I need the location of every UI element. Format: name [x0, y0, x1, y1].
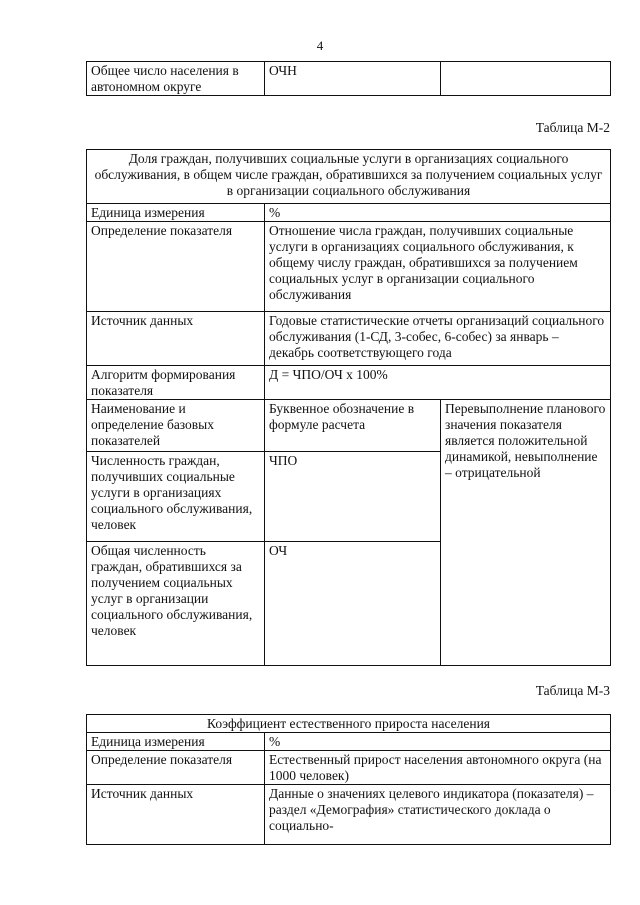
m3-source-label: Источник данных — [87, 785, 265, 845]
m3-definition-label: Определение показателя — [87, 751, 265, 785]
source-label: Источник данных — [87, 312, 265, 366]
table-m2-caption: Таблица М-2 — [535, 120, 610, 135]
m3-unit-label: Единица измерения — [87, 733, 265, 751]
table-m3-caption: Таблица М-3 — [535, 683, 610, 698]
table-row-name: Общая численность граждан, обратившихся за получением социальных услуг в организации социального обслуживания, человек — [87, 542, 265, 666]
table-m2-title: Доля граждан, получивших социальные услуги в организациях социального обслуживания, в общем числе граждан, обратившихся за получением социальных услуг в организации социального обслуживания — [87, 150, 611, 204]
table-m3-title: Коэффициент естественного прироста населения — [87, 715, 611, 733]
unit-label: Единица измерения — [87, 204, 265, 222]
top-table-label: Общее число населения в автономном округе — [87, 62, 265, 96]
m3-definition-value: Естественный прирост населения автономного округа (на 1000 человек) — [265, 751, 611, 785]
top-table — [86, 61, 611, 96]
algorithm-value: Д = ЧПО/ОЧ x 100% — [265, 366, 611, 400]
m3-unit-value: % — [265, 733, 611, 751]
symbol-header: Буквенное обозначение в формуле расчета — [265, 400, 441, 452]
table-row-symbol: ОЧ — [265, 542, 441, 666]
top-table-symbol: ОЧН — [265, 62, 441, 96]
table-row-name: Численность граждан, получивших социальные услуги в организациях социального обслуживания, человек — [87, 452, 265, 542]
table-m2 — [86, 149, 611, 666]
unit-value: % — [265, 204, 611, 222]
base-header: Наименование и определение базовых показателей — [87, 400, 265, 452]
algorithm-label: Алгоритм формирования показателя — [87, 366, 265, 400]
definition-label: Определение показателя — [87, 222, 265, 312]
table-row-symbol: ЧПО — [265, 452, 441, 542]
page-number: 4 — [316, 38, 324, 53]
top-table-note — [441, 62, 611, 96]
table-m3 — [86, 714, 611, 845]
m3-source-value: Данные о значениях целевого индикатора (показателя) – раздел «Демография» статистического доклада о социально- — [265, 785, 611, 845]
note-cell: Перевыполнение планового значения показателя является положительной динамикой, невыполнение – отрицательной — [441, 400, 611, 666]
definition-value: Отношение числа граждан, получивших социальные услуги в организациях социального обслуживания, к общему числу граждан, обратившихся за получением социальных услуг в организации социального обслуживания — [265, 222, 611, 312]
source-value: Годовые статистические отчеты организаций социального обслуживания (1-СД, 3-собес, 6-собес) за январь – декабрь соответствующего года — [265, 312, 611, 366]
